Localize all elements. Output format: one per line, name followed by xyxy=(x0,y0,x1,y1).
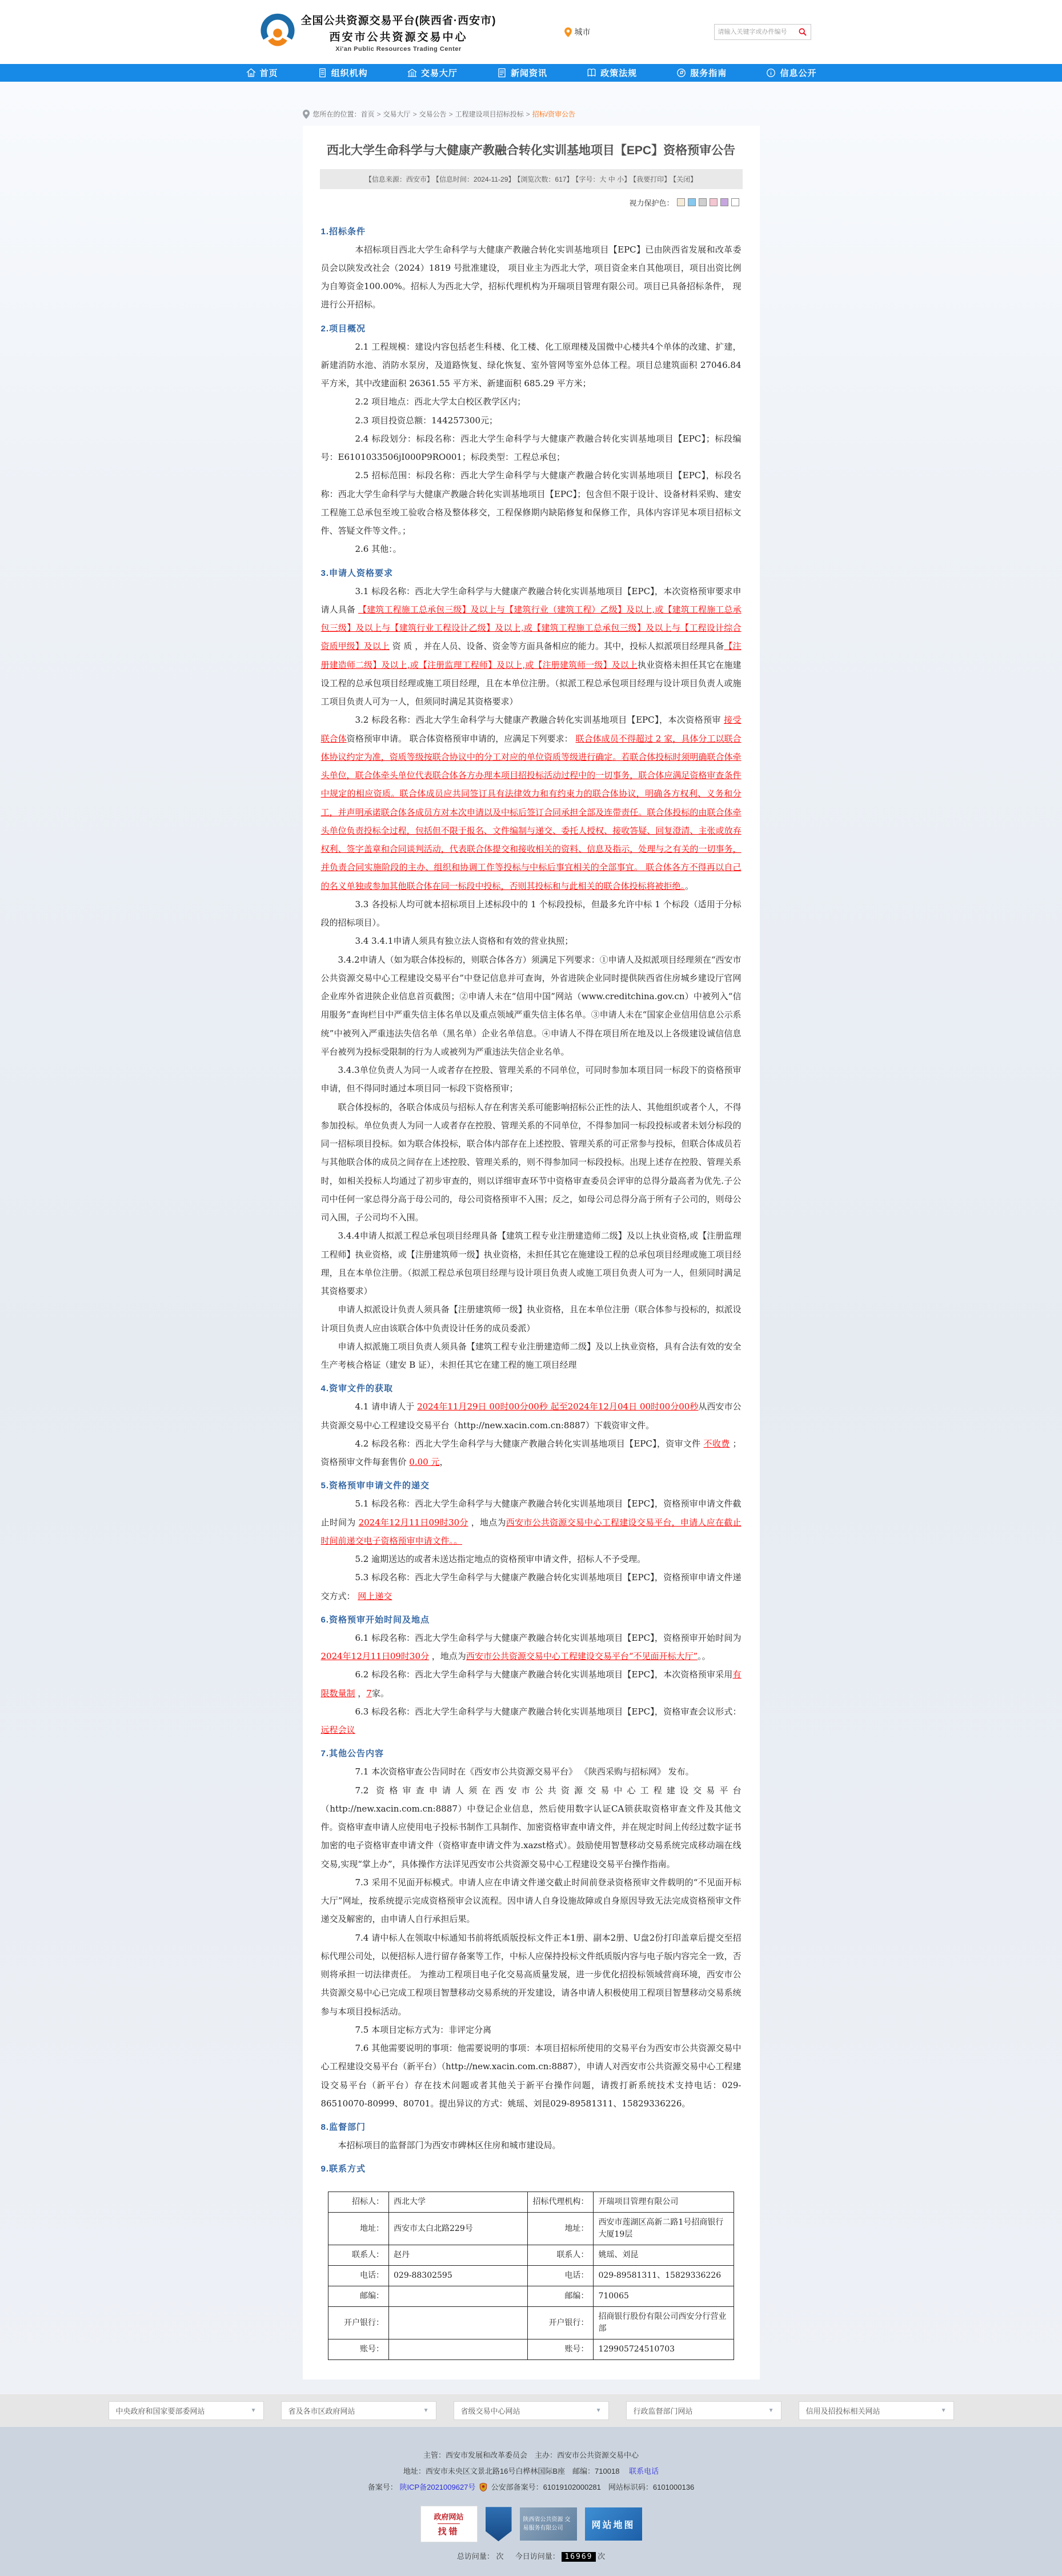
news-icon xyxy=(496,67,507,78)
paragraph xyxy=(321,1702,742,1740)
nav-item-label: 组织机构 xyxy=(331,69,368,78)
table-label-cell: 开户银行： xyxy=(328,2307,389,2339)
paragraph xyxy=(321,1762,742,1781)
table-label-cell: 账号： xyxy=(328,2339,389,2360)
body-text: 资 质 ，并在人员、设备、资金等方面具备相应的能力。其中，投标人拟派项目经理具备 xyxy=(389,641,724,652)
body-text: 资格预审申请。 联合体资格预审申请的，应满足下列要求： xyxy=(346,733,576,744)
body-text: 2.1 工程规模：建设内容包括老生科楼、化工楼、化工原理楼及国微中心楼共4个单体的改建、扩建，新建消防水池、消防水泵房，及道路恢复、绿化恢复、室外管网等室外总体工程。项目总建筑面积 27046.84 平方米，其中改建面积 26361.55 平方米、新建面积 685.29 平方米； xyxy=(320,341,742,388)
table-label-cell: 联系人： xyxy=(328,2245,389,2266)
breadcrumb-prefix: 您所在的位置： xyxy=(312,110,361,118)
body-text: ；资格预审文件每套售价 xyxy=(320,1438,742,1467)
chevron-down-icon: ▼ xyxy=(595,2407,602,2414)
paragraph xyxy=(321,1300,742,1337)
nav-item-4[interactable] xyxy=(496,67,547,79)
highlighted-text: 0.00 元 xyxy=(409,1457,440,1467)
meta-source: 【信息来源：西安市】 xyxy=(364,175,434,183)
chevron-down-icon: ▼ xyxy=(940,2407,947,2414)
body-text: 5.2 逾期送达的或者未送达指定地点的资格预审申请文件，招标人不予受理。 xyxy=(355,1554,646,1564)
highlighted-text: 西安市公共资源交易中心工程建设交易平台“不见面开标大厅” xyxy=(466,1651,698,1661)
paragraph xyxy=(321,1435,742,1472)
body-text: 2.5 招标范围：标段名称：西北大学生命科学与大健康产教融合转化实训基地项目【EPC】，标段名称：西北大学生命科学与大健康产教融合转化实训基地项目【EPC】；包含但不限于设计、设备材料采购、建安工程施工总承包至竣工验收合格及整体移交，工程保修期内缺陷修复和保修工作，具体内容详见本项目招标文件、答疑文件等文件。； xyxy=(320,470,742,536)
sitemap-badge[interactable]: 网站地图 xyxy=(585,2507,642,2541)
eye-protect-swatch[interactable] xyxy=(677,198,685,206)
table-value-cell xyxy=(389,2339,528,2360)
quicklinks-bar xyxy=(0,2394,1062,2427)
table-label-cell: 地址： xyxy=(328,2213,389,2245)
table-row xyxy=(328,2339,734,2360)
paragraph xyxy=(321,392,742,411)
contact-table xyxy=(328,2192,734,2360)
shield-badge-icon[interactable] xyxy=(486,2507,512,2541)
finderr-top-text: 政府网站 xyxy=(434,2513,464,2522)
main-nav xyxy=(0,64,1062,82)
paragraph xyxy=(321,241,742,314)
highlighted-text: 远程会议 xyxy=(320,1725,355,1735)
org-icon xyxy=(317,67,328,78)
body-text: 6.2 标段名称：西北大学生命科学与大健康产教融合转化实训基地项目【EPC】，本次资格预审采用 xyxy=(355,1669,733,1680)
footer-sponsor-line: 主管：西安市发展和改革委员会 主办：西安市公共资源交易中心 xyxy=(423,2451,639,2460)
today-visits-value: 16969 xyxy=(562,2552,595,2562)
body-text: 3.2 标段名称：西北大学生命科学与大健康产教融合转化实训基地项目【EPC】，本次资格预审 xyxy=(355,715,724,726)
site-footer xyxy=(0,2427,1062,2576)
brand xyxy=(260,12,496,53)
paragraph xyxy=(321,430,742,467)
paragraph xyxy=(321,932,742,950)
trade-icon xyxy=(407,67,418,78)
section-heading: 3.申请人资格要求 xyxy=(320,568,394,578)
body-text: 7.5 本项目定标方式为：非评定分离 xyxy=(355,2024,492,2035)
table-value-cell: 029-89581311、15829336226 xyxy=(594,2266,734,2286)
highlighted-text: 2024年11月29日 00时00分00秒 起至2024年12月04日 00时00分00秒 xyxy=(417,1401,699,1412)
visit-counter xyxy=(0,2550,1062,2561)
table-value-cell: 西北大学 xyxy=(389,2192,528,2213)
paragraph xyxy=(321,895,742,932)
breadcrumb-separator: > xyxy=(412,110,417,118)
breadcrumb-separator: > xyxy=(526,110,530,118)
site-header xyxy=(0,0,1062,64)
table-row xyxy=(328,2307,734,2339)
body-text: 2.4 标段划分：标段名称：西北大学生命科学与大健康产教融合转化实训基地项目【EPC】；标段编号：E6101033506jI000P9RO001；标段类型：工程总承包； xyxy=(320,433,742,462)
body-text: 3.4.4申请人拟派工程总承包项目经理具备【建筑工程专业注册建造师二级】及以上执业资格,或【注册监理工程师】执业资格，或【注册建筑师一级】执业资格，未担任其它在施建设工程的总承包项目经理或施工项目经理，且在本单位注册。（拟派工程总承包项目经理与设计项目负责人或施工项目负责人可为一人，但须同时满足其资格要求） xyxy=(320,1231,742,1296)
footer-badges xyxy=(0,2506,1062,2542)
table-row xyxy=(328,2192,734,2213)
city-selector[interactable] xyxy=(564,26,590,38)
search-input[interactable] xyxy=(718,29,798,35)
table-value-cell: 710065 xyxy=(594,2286,734,2307)
table-row xyxy=(328,2245,734,2266)
announcement-body xyxy=(315,214,747,2186)
service-icon xyxy=(676,67,687,78)
quicklink-dropdown-2[interactable] xyxy=(281,2401,436,2420)
paragraph xyxy=(321,1397,742,1435)
table-label-cell: 地址： xyxy=(528,2213,594,2245)
article-meta-bar xyxy=(320,169,743,189)
body-text: 3.1 标段名称：西北大学生命科学与大健康产教融合转化实训基地项目【EPC】，本次资格预审要求申请人具备 xyxy=(320,586,742,615)
info-icon xyxy=(766,67,776,78)
body-text: 2.2 项目地点：西北大学太白校区教学区内； xyxy=(355,396,526,407)
body-text: 3.4.2申请人（如为联合体投标的，则联合体各方）须满足下列要求：①申请人及拟派项目经理须在“西安市公共资源交易中心工程建设交易平台”中登记信息并可查询，外省进陕企业同时提供陕西省住房城乡建设厅官网企业库外省进陕企业信息首页截图；②申请人未在“信用中国”网站（www.creditchina.gov.cn）中被列入“信用服务”查询栏目中严重失信主体名单以及重点领域严重失信主体名单。③申请人未在“国家企业信用信息公示系统”中被列入严重违法失信名单（黑名单）企业名单信息。④申请人不得在项目所在地及以上各级建设诚信信息平台被列为投标受限制的行为人或被列为严重违法失信企业名单。 xyxy=(320,954,742,1057)
paragraph xyxy=(321,711,742,895)
quicklink-label: 省级交易中心网站 xyxy=(460,2407,520,2416)
highlighted-text: 联合体 xyxy=(320,733,347,744)
table-row xyxy=(328,2266,734,2286)
paragraph xyxy=(321,2021,742,2039)
quicklink-label: 省及各市区政府网站 xyxy=(288,2407,355,2416)
eye-protect-swatch[interactable] xyxy=(731,198,739,206)
nav-item-6[interactable] xyxy=(676,67,727,79)
paragraph xyxy=(321,338,742,393)
table-label-cell: 招标代理机构： xyxy=(528,2192,594,2213)
nav-item-3[interactable] xyxy=(407,67,458,79)
paragraph xyxy=(321,466,742,540)
eye-protect-label: 视力保护色： xyxy=(629,198,674,207)
breadcrumb-link[interactable]: 工程建设项目招标投标 xyxy=(455,110,524,118)
breadcrumb xyxy=(303,82,760,126)
site-subtitle-en: Xi'an Public Resources Trading Center xyxy=(335,45,462,53)
body-text: 6.1 标段名称：西北大学生命科学与大健康产教融合转化实训基地项目【EPC】，资格预审开始时间为 xyxy=(355,1632,742,1643)
police-badge-icon xyxy=(479,2483,487,2493)
paragraph xyxy=(321,1550,742,1568)
body-text: 2.6 其他：。 xyxy=(355,544,402,555)
chevron-down-icon: ▼ xyxy=(250,2407,257,2414)
section-heading: 7.其他公告内容 xyxy=(320,1749,384,1759)
highlighted-text: 2024年12月11日09时30分 xyxy=(358,1517,468,1528)
total-visits-unit: 次 xyxy=(496,2552,504,2561)
quicklink-dropdown-4[interactable] xyxy=(626,2401,782,2420)
body-text: 7.4 请中标人在领取中标通知书前将纸质版投标文件正本1册、副本2册、U盘2份打印盖章后提交至招标代理公司处，以便招标人进行留存备案等工作，中标人应保持投标文件纸质版内容与电子版内容完全一致，否则将承担一切法律责任。 为推动工程项目电子化交易高质量发展，进一步优化招投标领域营商环境，西安市公共资源交易中心已完成工程项目智慧移动交易系统的开发建设，请各申请人积极使用工程项目智慧移动交易系统参与本项目投标活动。 xyxy=(320,1932,742,2017)
content-banner xyxy=(0,82,1062,2394)
body-text: 联合体投标的，各联合体成员与招标人存在利害关系可能影响招标公正性的法人、其他组织或者个人，不得参加投标。单位负责人为同一人或者存在控股、管理关系的不同单位，不得参加同一标段投标或者未划分标段的同一招标项目投标。如为联合体投标，联合体内部存在上述控股、管理关系的可正常参与投标，但联合体成员若与其他联合体的成员之间存在上述控股、管理关系的，则不得参加同一标段投标。出现上述存在控股、管理关系时，如相关投标人均通过了初步审查的，则以详细审查环节中资格审查委员会评审的总得分最高者为优先.子公司中任何一家总得分高于母公司的，母公司资格预审不入围；反之，如母公司总得分高于所有子公司的，则母公司入围，子公司均不入围。 xyxy=(320,1101,742,1223)
table-label-cell: 账号： xyxy=(528,2339,594,2360)
icp-number-link[interactable]: 陕ICP备2021009627号 xyxy=(399,2483,476,2492)
table-value-cell xyxy=(389,2286,528,2307)
search-box xyxy=(714,24,811,40)
today-visits-unit: 次 xyxy=(598,2552,606,2561)
paragraph xyxy=(321,1781,742,1873)
highlighted-text: 2024年12月11日09时30分 xyxy=(320,1651,430,1661)
highlighted-text: 有限数量制 xyxy=(320,1669,742,1698)
paragraph xyxy=(321,411,742,430)
body-text: 家。 xyxy=(371,1688,389,1698)
eye-protect-swatch[interactable] xyxy=(688,198,696,206)
total-visits-label: 总访问量： xyxy=(456,2552,494,2561)
highlighted-text: 西安市公共资源交易中心工程建设交易平台，申请人应在截止时间前递交电子资格预审申请文件。。 xyxy=(320,1517,742,1546)
home-icon xyxy=(246,67,257,78)
breadcrumb-link[interactable]: 交易大厅 xyxy=(383,110,411,118)
paragraph xyxy=(321,540,742,558)
city-label: 城市 xyxy=(574,27,591,37)
breadcrumb-link[interactable]: 交易公告 xyxy=(419,110,447,118)
quicklink-dropdown-3[interactable] xyxy=(454,2401,609,2420)
paragraph xyxy=(321,1098,742,1227)
paragraph xyxy=(321,1665,742,1702)
eye-protect-swatch[interactable] xyxy=(710,198,718,206)
page-title: 西北大学生命科学与大健康产教融合转化实训基地项目【EPC】资格预审公告 xyxy=(326,144,736,157)
highlighted-text: 7 xyxy=(366,1688,372,1698)
section-heading: 6.资格预审开始时间及地点 xyxy=(320,1614,430,1625)
body-text: 7.6 其他需要说明的事项：他需要说明的事项：本项目招标所使用的交易平台为西安市公共资源交易中心工程建设交易平台（新平台）（http://new.xacin.com.cn:8887），申请人对西安市公共资源交易中心工程建设交易平台（新平台）存在技术问题或者其他关于新平台操作问题，请拨打新系统技术支持电话：029-86510070-80999、80701。提出异议的方式：姚瑶、刘昆029-89581311、15829336226。 xyxy=(320,2043,742,2109)
table-label-cell: 联系人： xyxy=(528,2245,594,2266)
nav-item-label: 首页 xyxy=(259,69,278,78)
site-subtitle: 西安市公共资源交易中心 xyxy=(329,31,468,43)
quicklink-dropdown-5[interactable] xyxy=(799,2401,954,2420)
today-visits-label: 今日访问量： xyxy=(515,2552,560,2561)
highlighted-text: 联合体成员不得超过 2 家，具体分工以联合体协议约定为准，资质等级按联合协议中的分工对应的单位资质等级进行确定。若联合体投标时须明确联合体牵头单位，联合体牵头单位代表联合体各方办理本项目招投标活动过程中的一切事务，联合体应满足资格审查条件中规定的相应资质。联合体成员应共同签订具有法律效力和有约束力的联合体协议，明确各方权利、义务和分工，并声明承诺联合体各成员方对本次申请以及中标后签订合同承担全部及连带责任。联合体投标的由联合体牵头单位负责投标全过程，包括但不限于报名、文件编制与递交、委托人授权、接收答疑、回复澄清、主张或放弃权利、签字盖章和合同谈判活动，代表联合体提交和接收相关的资料、信息及指示，处理与之有关的一切事务，并负责合同实施阶段的主办、组织和协调工作等投标与中标后事宜相关的全部事宜。 联合体各方不得再以自己的名义单独或参加其他联合体在同一标段中投标，否则其投标和与此相关的联合体投标将被拒绝。 xyxy=(320,733,742,891)
table-value-cell: 029-88302595 xyxy=(389,2266,528,2286)
paragraph xyxy=(321,582,742,711)
section-heading: 2.项目概况 xyxy=(320,323,366,334)
body-text: 执业资格未担任其它在施建设工程的总承包项目经理或施工项目经理，且在本单位注册。（拟派工程总承包项目经理与设计项目负责人或施工项目负责人可为一人，但须同时满足其资格要求） xyxy=(320,659,742,707)
footer-address-text: 地址：西安市未央区文景北路16号白桦林国际B座 邮编：710018 xyxy=(403,2467,627,2476)
section-heading: 1.招标条件 xyxy=(320,226,366,237)
nav-item-2[interactable] xyxy=(317,67,368,79)
article-card xyxy=(303,126,760,2379)
nav-item-7[interactable] xyxy=(766,67,816,79)
table-label-cell: 邮编： xyxy=(528,2286,594,2307)
table-value-cell: 赵丹 xyxy=(389,2245,528,2266)
body-text: 本招标项目西北大学生命科学与大健康产教融合转化实训基地项目【EPC】已由陕西省发展和改革委员会以陕发改社会（2024）1819 号批准建设， 项目业主为西北大学，项目资金来自其他项目，项目出资比例为自筹资金100.00%。招标人为西北大学，招标代理机构为开瑞项目管理有限公司。项目已具备招标条件， 现进行公开招标。 xyxy=(320,244,742,310)
shaanxi-trading-badge[interactable]: 陕西省公共资源 交易服务有限公司 xyxy=(520,2507,577,2541)
body-text: 从西安市公共资源交易中心工程建设交易平台（http://new.xacin.com.cn:8887）下载资审文件。 xyxy=(320,1401,742,1431)
site-logo-icon xyxy=(260,13,295,51)
table-value-cell xyxy=(389,2307,528,2339)
body-text: 4.1 请申请人于 xyxy=(355,1401,418,1412)
body-text: 。。 xyxy=(698,1651,711,1661)
gov-site-finderror-badge[interactable] xyxy=(420,2506,478,2542)
paragraph xyxy=(321,1873,742,1929)
body-text: 3.4 3.4.1申请人须具有独立法人资格和有效的营业执照； xyxy=(355,936,574,947)
nav-item-1[interactable] xyxy=(246,67,278,79)
table-label-cell: 电话： xyxy=(328,2266,389,2286)
section-heading: 9.联系方式 xyxy=(320,2164,366,2174)
table-row xyxy=(328,2286,734,2307)
highlighted-text: 网上递交 xyxy=(358,1591,392,1601)
quicklink-dropdown-1[interactable] xyxy=(109,2401,264,2420)
nav-item-label: 服务指南 xyxy=(690,69,727,78)
body-text: 申请人拟派设计负责人须具备【注册建筑师一级】执业资格，且在本单位注册（联合体参与投标的，拟派设计项目负责人应由该联合体中负责设计任务的成员委派） xyxy=(320,1304,742,1333)
quicklink-label: 信用及招投标相关网站 xyxy=(805,2407,880,2416)
location-pin-icon xyxy=(564,27,572,37)
paragraph xyxy=(321,1227,742,1300)
body-text: 5.1 标段名称：西北大学生命科学与大健康产教融合转化实训基地项目【EPC】，资格预审申请文件截止时间为 xyxy=(320,1499,742,1528)
meta-views: 【浏览次数：617】 xyxy=(517,175,574,183)
nav-item-5[interactable] xyxy=(586,67,637,79)
table-value-cell: 西安市莲湖区高新二路1号招商银行大厦19层 xyxy=(594,2213,734,2245)
meta-close-button[interactable]: 【关闭】 xyxy=(673,175,698,183)
table-row xyxy=(328,2213,734,2245)
section-heading: 4.资审文件的获取 xyxy=(320,1384,394,1394)
search-icon xyxy=(798,27,807,37)
quicklink-label: 行政监督部门网站 xyxy=(633,2407,693,2416)
body-text: 6.3 标段名称：西北大学生命科学与大健康产教融合转化实训基地项目【EPC】，资格审查会议形式： xyxy=(355,1706,742,1717)
nav-item-label: 新闻资讯 xyxy=(510,69,547,78)
table-value-cell: 129905724510703 xyxy=(594,2339,734,2360)
paragraph xyxy=(321,1629,742,1666)
body-text: 3.4.3单位负责人为同一人或者存在控股、管理关系的不同单位，可同时参加本项目同一标段下的资格预审申请，但不得同时通过本项目同一标段下资格预审； xyxy=(320,1065,742,1094)
highlighted-text: 【注册建造师二级】及以上,或【注册监理工程师】及以上,或【注册建筑师一级】及以上 xyxy=(320,641,742,670)
table-value-cell: 招商银行股份有限公司西安分行营业部 xyxy=(594,2307,734,2339)
highlighted-text: 不收费 xyxy=(703,1438,730,1449)
table-label-cell: 邮编： xyxy=(328,2286,389,2307)
footer-icp-label: 备案号： xyxy=(367,2483,398,2492)
nav-item-label: 信息公开 xyxy=(780,69,817,78)
body-text: 申请人拟派施工项目负责人须具备【建筑工程专业注册建造师二级】及以上执业资格，具有合法有效的安全生产考核合格证（建安 B 证），未担任其它在建工程的施工项目经理 xyxy=(320,1341,742,1370)
paragraph xyxy=(321,1568,742,1605)
policy-icon xyxy=(586,67,597,78)
table-label-cell: 电话： xyxy=(528,2266,594,2286)
contact-phone-link[interactable]: 联系电话 xyxy=(629,2467,659,2476)
nav-item-label: 交易大厅 xyxy=(420,69,458,78)
table-value-cell: 姚瑶、刘昆 xyxy=(594,2245,734,2266)
body-text: ， xyxy=(355,1688,367,1698)
body-text: 5.3 标段名称：西北大学生命科学与大健康产教融合转化实训基地项目【EPC】，资格预审申请文件递交方式： xyxy=(320,1572,742,1601)
table-label-cell: 招标人： xyxy=(328,2192,389,2213)
eye-protect-swatch[interactable] xyxy=(720,198,728,206)
table-label-cell: 开户银行： xyxy=(528,2307,594,2339)
body-text: ，地点为 xyxy=(468,1517,506,1528)
footer-address-line xyxy=(0,2465,1062,2476)
paragraph xyxy=(321,1495,742,1550)
eye-protect-swatch[interactable] xyxy=(699,198,707,206)
breadcrumb-current: 招标/资审公告 xyxy=(532,110,575,118)
footer-gov-codes: 公安部备案号：61019102000281 网站标识码：6101000136 xyxy=(491,2483,695,2492)
section-heading: 8.监督部门 xyxy=(320,2122,366,2132)
quicklink-label: 中央政府和国家要部委网站 xyxy=(115,2407,205,2416)
paragraph xyxy=(321,1337,742,1375)
site-title: 全国公共资源交易平台(陕西省·西安市) xyxy=(300,14,496,27)
body-text: 2.3 项目投资总额：144257300元； xyxy=(355,415,498,426)
breadcrumb-separator: > xyxy=(448,110,453,118)
body-text: 7.1 本次资格审查公告同时在《西安市公共资源交易平台》 《陕西采购与招标网》 发布。 xyxy=(355,1766,694,1777)
paragraph xyxy=(321,2039,742,2113)
body-text: 本招标项目的监督部门为西安市碑林区住房和城市建设局。 xyxy=(338,2140,561,2150)
chevron-down-icon: ▼ xyxy=(423,2407,429,2414)
body-text: 7.3 采用不见面开标模式。申请人应在申请文件递交截止时间前登录资格预审文件载明的“不见面开标大厅”网址，按系统提示完成资格预审会议流程。因申请人自身设施故障或自身原因导致无法完成资格预审文件递交及解密的，由申请人自行承担后果。 xyxy=(320,1877,742,1925)
body-text: 3.3 各投标人均可就本招标项目上述标段中的 1 个标段投标，但最多允许中标 1 个标段（适用于分标段的招标项目）。 xyxy=(320,899,742,928)
body-text: ，地点为 xyxy=(429,1651,466,1661)
highlighted-text: 【建筑工程施工总承包三级】及以上与【建筑行业（建筑工程）乙级】及以上,或【建筑工程施工总承包三级】及以上与【建筑行业工程设计乙级】及以上,或【建筑工程施工总承包三级】及以上与【工程设计综合资质甲级】及以上 xyxy=(320,604,742,652)
footer-icp-line xyxy=(0,2481,1062,2493)
finderr-bottom-text: 找错 xyxy=(438,2523,459,2537)
breadcrumb-link[interactable]: 首页 xyxy=(360,110,375,118)
meta-date: 【信息时间：2024-11-29】 xyxy=(435,175,515,183)
paragraph xyxy=(321,951,742,1061)
section-heading: 5.资格预审申请文件的递交 xyxy=(320,1481,430,1491)
search-button[interactable] xyxy=(798,27,807,37)
nav-item-label: 政策法规 xyxy=(600,69,638,78)
body-text: 4.2 标段名称：西北大学生命科学与大健康产教融合转化实训基地项目【EPC】，资审文件 xyxy=(355,1438,704,1449)
eye-protect-row xyxy=(315,189,747,214)
table-value-cell: 开瑞项目管理有限公司 xyxy=(594,2192,734,2213)
paragraph xyxy=(321,2136,742,2154)
body-text: 。 xyxy=(685,880,694,891)
breadcrumb-pin-icon xyxy=(303,110,310,119)
meta-font-size[interactable]: 【字号：大 中 小】 xyxy=(575,175,631,183)
highlighted-text: 接受 xyxy=(724,715,742,726)
chevron-down-icon: ▼ xyxy=(768,2407,774,2414)
table-value-cell: 西安市太白北路229号 xyxy=(389,2213,528,2245)
body-text: ， xyxy=(439,1457,448,1467)
meta-print-button[interactable]: 【我要打印】 xyxy=(633,175,671,183)
paragraph xyxy=(321,1061,742,1098)
breadcrumb-separator: > xyxy=(376,110,381,118)
body-text: 7.2 资格审查申请人须在西安市公共资源交易中心工程建设交易平台（http://new.xacin.com.cn:8887）中登记企业信息，然后使用数字认证CA锁获取资格审查文件及其他文件。资格审查申请人应使用电子投标书制作工具制作、加密资格审查申请文件，并在规定时间上传经过数字证书加密的电子资格审查申请文件（资格审查申请文件为.xazst格式）。鼓励使用智慧移动交易系统完成移动端在线交易,实现“掌上办”，具体操作方法详见西安市公共资源交易中心工程建设交易平台操作指南。 xyxy=(320,1785,742,1869)
paragraph xyxy=(321,1929,742,2021)
